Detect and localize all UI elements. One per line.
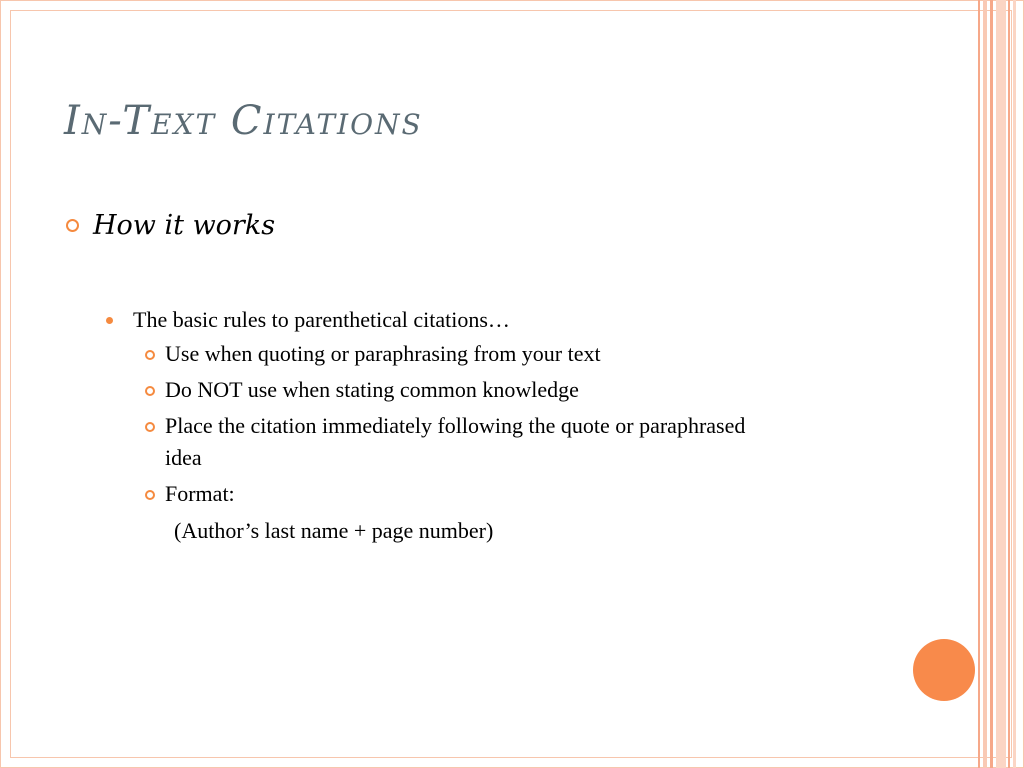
bullet-level2 xyxy=(106,304,510,336)
hollow-circle-bullet-icon xyxy=(145,350,155,360)
hollow-circle-bullet-icon xyxy=(145,422,155,432)
bullet-level3-text: Use when quoting or paraphrasing from your text xyxy=(165,341,601,366)
slide-title: In-Text Citations xyxy=(64,98,423,144)
hollow-circle-bullet-icon xyxy=(145,490,155,500)
format-example: (Author’s last name + page number) xyxy=(174,518,494,543)
bullet-level3-text: Format: xyxy=(165,481,235,506)
bullet-level3-item xyxy=(145,410,845,474)
decorative-stripe xyxy=(990,0,993,768)
hollow-circle-bullet-icon xyxy=(145,386,155,396)
bullet-level3-item xyxy=(145,478,845,510)
bullet-level1-text: How it works xyxy=(93,210,276,241)
hollow-circle-bullet-icon xyxy=(66,219,79,232)
decorative-stripe xyxy=(996,0,1006,768)
decorative-stripe xyxy=(1013,0,1016,768)
bullet-level3-text: Do NOT use when stating common knowledge xyxy=(165,377,579,402)
decorative-stripe xyxy=(978,0,980,768)
bullet-level1 xyxy=(66,210,275,241)
bullet-level3-text: Place the citation immediately following the quote or paraphrased idea xyxy=(165,413,746,470)
bullet-level3-list xyxy=(145,338,845,514)
bullet-level2-text: The basic rules to parenthetical citations… xyxy=(133,307,510,332)
bullet-level3-item xyxy=(145,374,845,406)
bullet-level3-item xyxy=(145,338,845,370)
filled-dot-bullet-icon xyxy=(106,317,113,324)
decorative-stripe xyxy=(983,0,987,768)
decorative-stripe xyxy=(1008,0,1010,768)
orange-circle-decoration xyxy=(913,639,975,701)
